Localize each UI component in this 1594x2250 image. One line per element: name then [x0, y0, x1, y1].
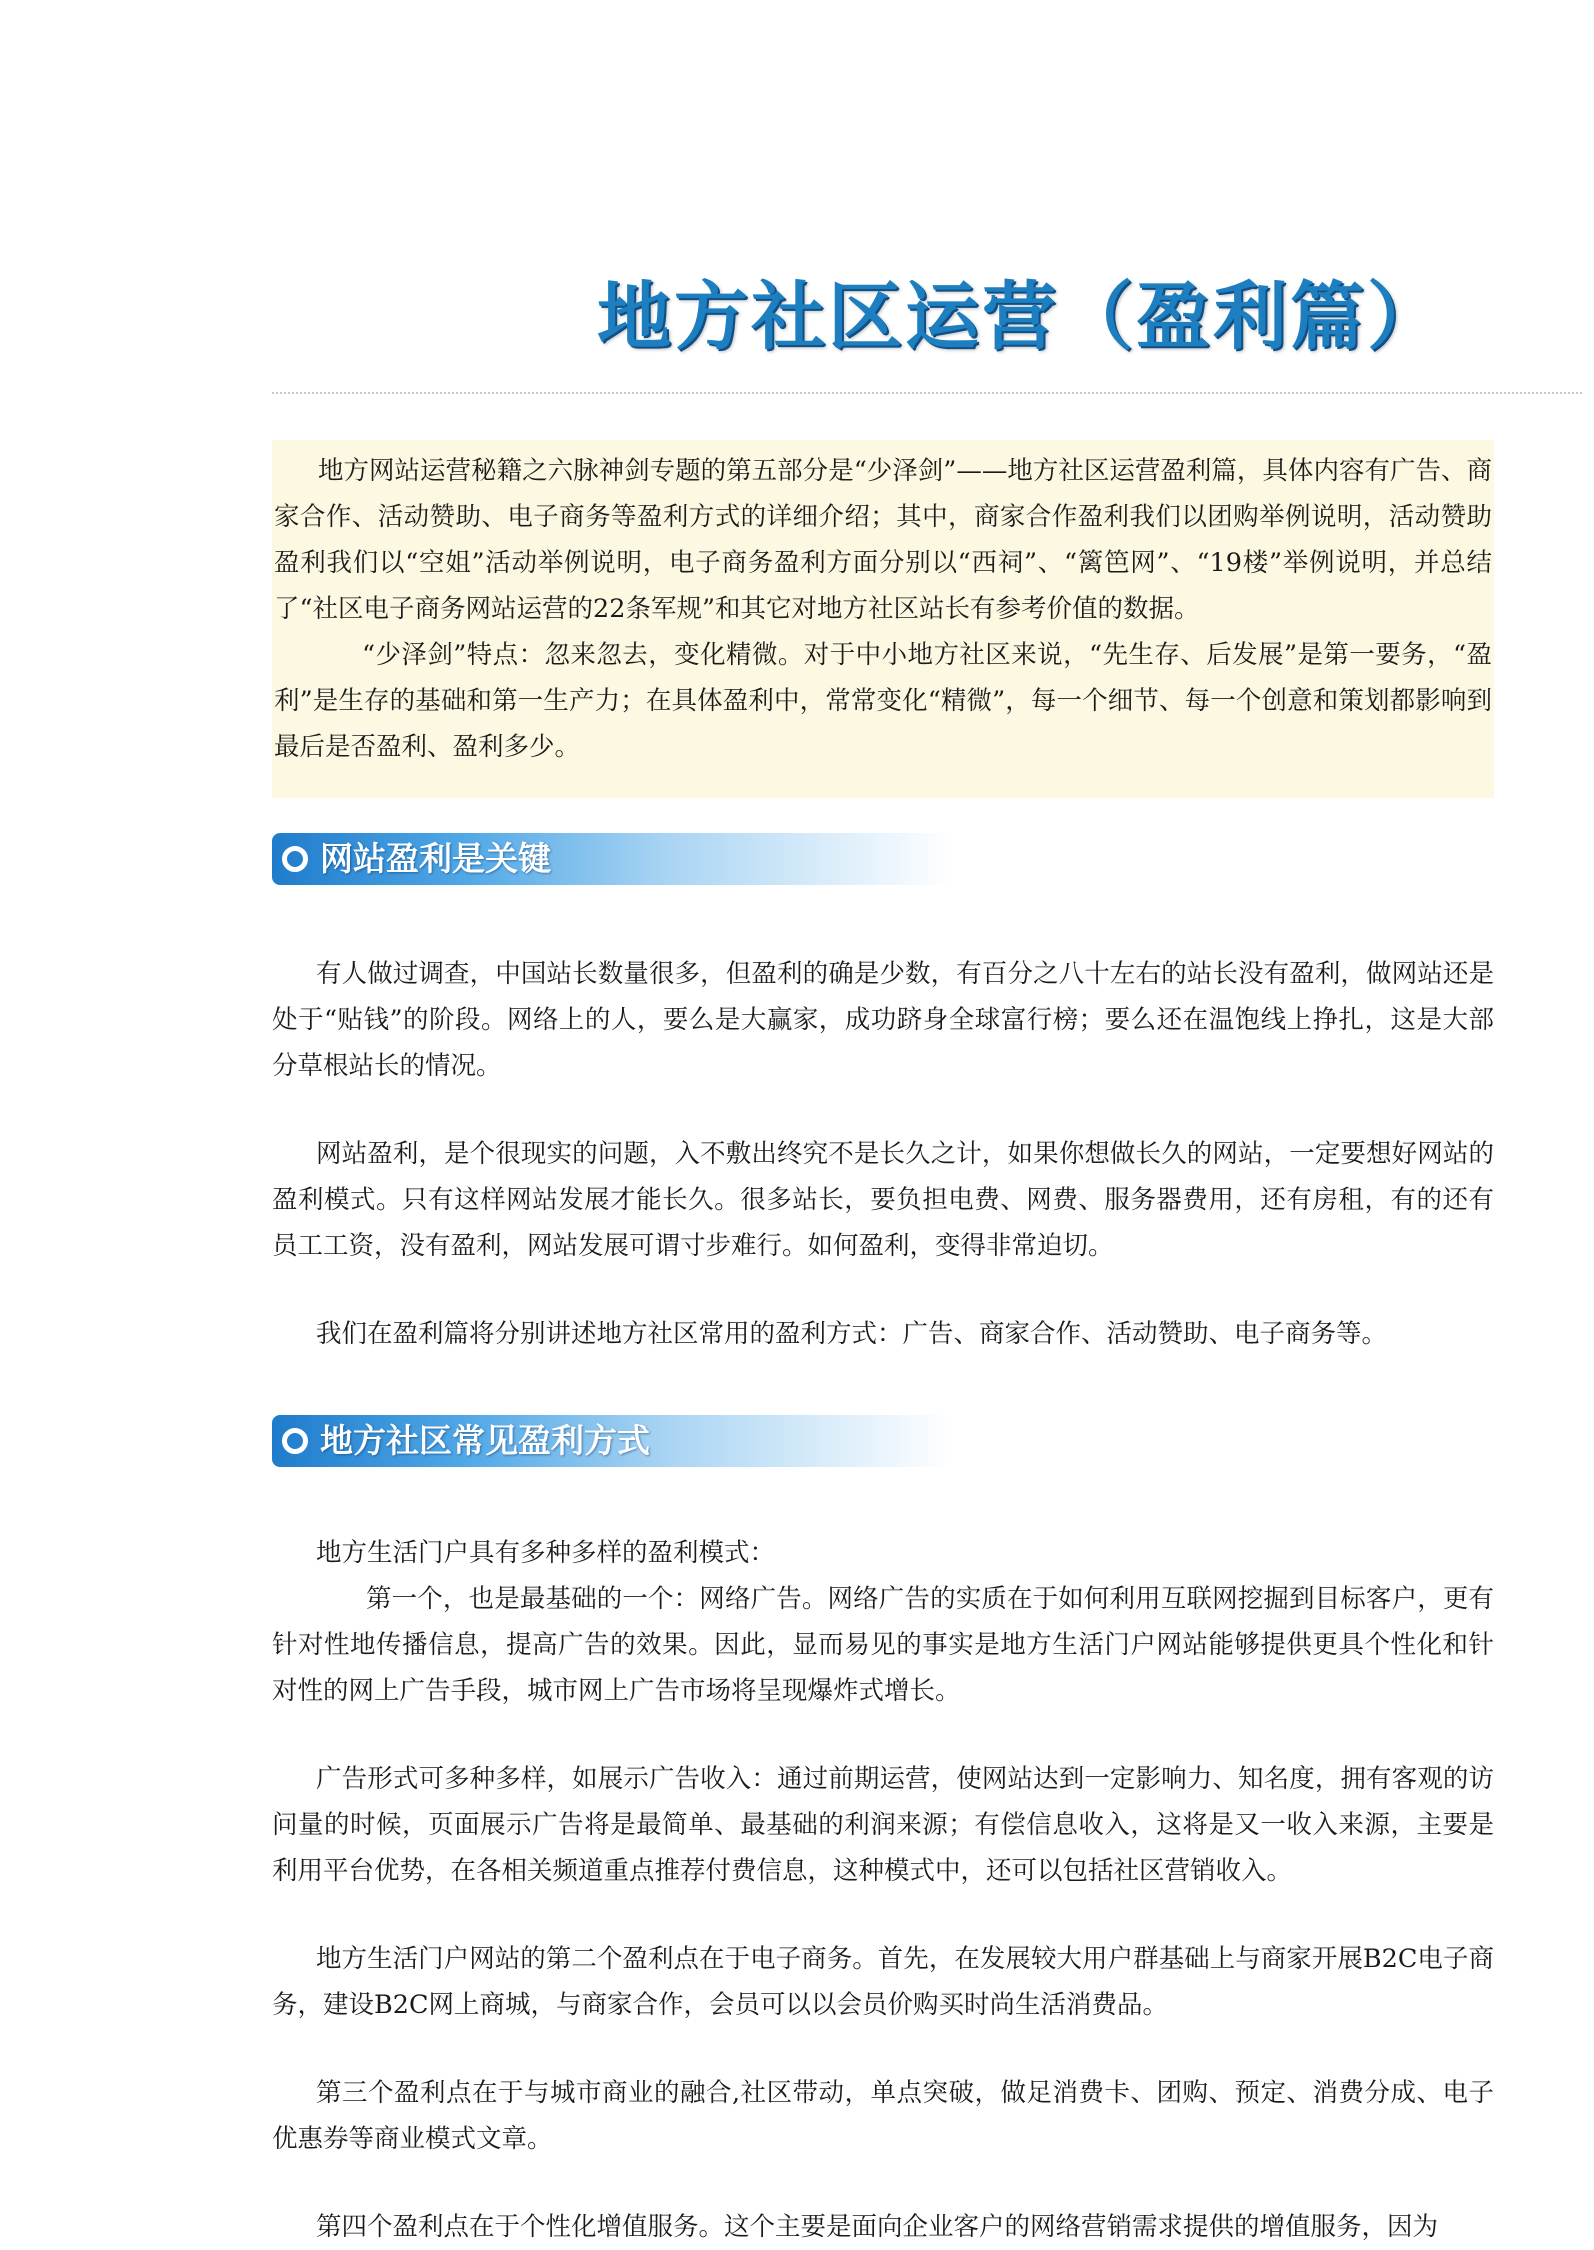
- section-header-profit-key: [272, 833, 952, 885]
- intro-box: [272, 440, 1494, 798]
- section2-body: [272, 1530, 1494, 2250]
- body-paragraph: 地方生活门户网站的第二个盈利点在于电子商务。首先，在发展较大用户群基础上与商家开展B2C电子商务，建设B2C网上商城，与商家合作，会员可以以会员价购买时尚生活消费品。: [272, 1944, 1494, 2020]
- section-heading: 地方社区常见盈利方式: [320, 1421, 650, 1460]
- circle-bullet-icon: [282, 846, 308, 872]
- section1-body: [272, 951, 1494, 1357]
- section-header-profit-methods: [272, 1415, 952, 1467]
- body-paragraph: 第一个，也是最基础的一个：网络广告。网络广告的实质在于如何利用互联网挖掘到目标客户，更有针对性地传播信息，提高广告的效果。因此，显而易见的事实是地方生活门户网站能够提供更具个性化和针对性的网上广告手段，城市网上广告市场将呈现爆炸式增长。: [272, 1584, 1494, 1706]
- intro-paragraph: 地方网站运营秘籍之六脉神剑专题的第五部分是“少泽剑”——地方社区运营盈利篇，具体内容有广告、商家合作、活动赞助、电子商务等盈利方式的详细介绍；其中，商家合作盈利我们以团购举例说明，活动赞助盈利我们以“空姐”活动举例说明，电子商务盈利方面分别以“西祠”、“篱笆网”、“19楼”举例说明，并总结了“社区电子商务网站运营的22条军规”和其它对地方社区站长有参考价值的数据。: [274, 456, 1492, 624]
- body-paragraph: 第四个盈利点在于个性化增值服务。这个主要是面向企业客户的网络营销需求提供的增值服务，因为: [316, 2212, 1439, 2242]
- body-paragraph: 网站盈利，是个很现实的问题，入不敷出终究不是长久之计，如果你想做长久的网站，一定要想好网站的盈利模式。只有这样网站发展才能长久。很多站长，要负担电费、网费、服务器费用，还有房租，有的还有员工工资，没有盈利，网站发展可谓寸步难行。如何盈利，变得非常迫切。: [272, 1139, 1494, 1261]
- body-paragraph: 广告形式可多种多样，如展示广告收入：通过前期运营，使网站达到一定影响力、知名度，拥有客观的访问量的时候，页面展示广告将是最简单、最基础的利润来源；有偿信息收入，这将是又一收入来源，主要是利用平台优势，在各相关频道重点推荐付费信息，这种模式中，还可以包括社区营销收入。: [272, 1764, 1494, 1886]
- section-heading: 网站盈利是关键: [320, 839, 551, 878]
- circle-bullet-icon: [282, 1428, 308, 1454]
- body-paragraph: 我们在盈利篇将分别讲述地方社区常用的盈利方式：广告、商家合作、活动赞助、电子商务等。: [316, 1319, 1388, 1349]
- body-paragraph: 地方生活门户具有多种多样的盈利模式：: [316, 1538, 776, 1568]
- intro-paragraph: “少泽剑”特点：忽来忽去，变化精微。对于中小地方社区来说，“先生存、后发展”是第一要务，“盈利”是生存的基础和第一生产力；在具体盈利中，常常变化“精微”，每一个细节、每一个创意和策划都影响到最后是否盈利、盈利多少。: [274, 640, 1492, 762]
- body-paragraph: 第三个盈利点在于与城市商业的融合,社区带动，单点突破，做足消费卡、团购、预定、消费分成、电子优惠券等商业模式文章。: [272, 2078, 1494, 2154]
- page-title: 地方社区运营（盈利篇）: [597, 274, 1444, 360]
- body-paragraph: 有人做过调查，中国站长数量很多，但盈利的确是少数，有百分之八十左右的站长没有盈利，做网站还是处于“贴钱”的阶段。网络上的人，要么是大赢家，成功跻身全球富行榜；要么还在温饱线上挣扎，这是大部分草根站长的情况。: [272, 959, 1494, 1081]
- title-divider: [272, 392, 1582, 394]
